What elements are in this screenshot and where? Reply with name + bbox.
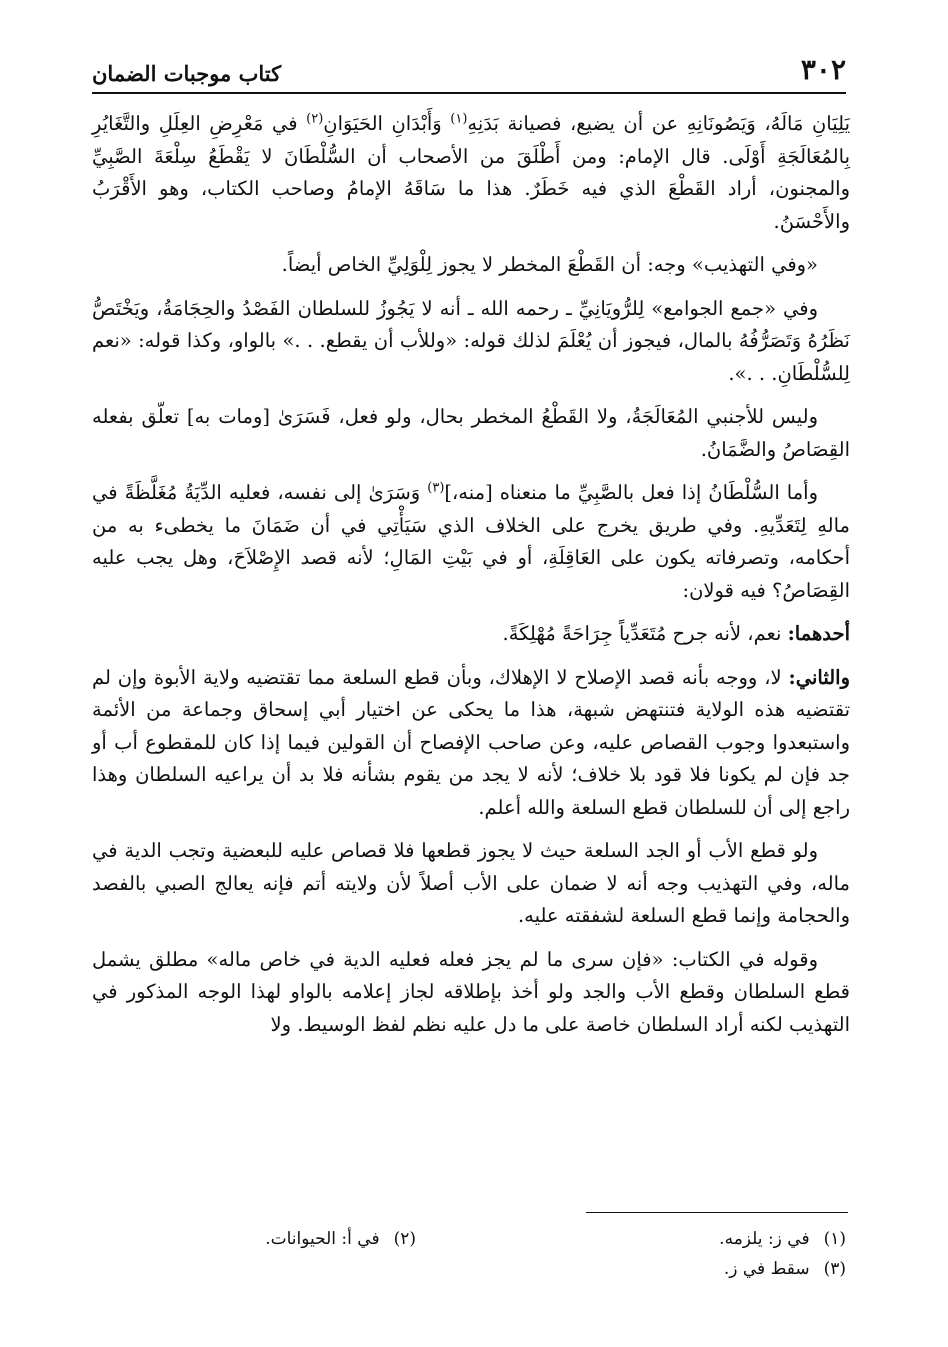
first-opinion-label: أحدهما: — [787, 622, 850, 645]
footnote-row — [92, 1224, 846, 1254]
paragraph-5 — [92, 477, 850, 607]
footnote-marker-3: (٣) — [427, 480, 445, 496]
footnote-divider — [586, 1212, 848, 1213]
paragraph-1-part-c: في مَعْرِضِ العِلَلِ والتَّغَايُرِ بِالمُعَالَجَةِ أَوْلَى. قال الإمام: ومن أَطْلَقَ من الأصحاب أن السُّلْطَانَ لا يَقْطَعُ سِلْعَةَ الصَّبِيِّ والمجنون، أراد القَطْعَ الذي فيه خَطَرٌ. هذا ما سَاقَهُ الإمامُ وصاحب الكتاب، وهو الأَقْرَبُ والأَحْسَنُ. — [92, 112, 850, 233]
paragraph-5-part-a: وأما السُّلْطَانُ إذا فعل بالصَّبِيِّ ما منعناه [منه،] — [444, 481, 818, 504]
paragraph-8: ولو قطع الأب أو الجد السلعة حيث لا يجوز قطعها فلا قصاص عليه للبعضية وتجب الدية في ماله، وفي التهذيب وجه أنه لا ضمان على الأب أصلاً لأن ولايته أتم فإنه يعالج الصبي بالفصد والحجامة وإنما قطع السلعة لشفقته عليه. — [92, 839, 850, 927]
paragraph-7 — [92, 662, 850, 825]
first-opinion-text: نعم، لأنه جرح مُتَعَدِّياً جِرَاحَةً مُهْلِكَةً. — [502, 622, 788, 645]
paragraph-1 — [92, 108, 850, 238]
paragraph-1-part-a: يَلِيَانِ مَالَهُ، وَيَصُونَانِهِ عن أن يضيع، فصيانة بَدَنِهِ — [467, 112, 851, 135]
footnote-1 — [546, 1224, 846, 1254]
paragraph-9: وقوله في الكتاب: «فإن سرى ما لم يجز فعله فعليه الدية في خاص ماله» مطلق يشمل قطع السلطان وقطع الأب والجد ولو أخذ بإطلاقه لجاز إعلامه بالواو لهذا الوجه المذكور في التهذيب لكنه أراد السلطان خاصة على ما دل عليه نظم لفظ الوسيط. ولا — [92, 947, 850, 1036]
footnote-1-text: في ز: يلزمه. — [719, 1229, 810, 1249]
paragraph-6 — [92, 618, 850, 651]
main-text — [92, 108, 850, 1052]
footnote-3-number: (٣) — [823, 1259, 846, 1279]
footnote-2-text: في أ: الحيوانات. — [265, 1229, 380, 1249]
footnote-marker-1: (١) — [450, 111, 468, 127]
footnote-row — [92, 1254, 846, 1284]
footnote-2 — [116, 1224, 416, 1254]
paragraph-3: وفي «جمع الجوامع» لِلرُّويَانِيِّ ـ رحمه الله ـ أنه لا يَجُوزُ للسلطان الفَصْدُ والحِجَامَةُ، ويَخْتَصُّ نَظَرُهُ وَتَصَرُّفُهُ بالمال، فيجوز أن يُعْلَمَ لذلك قوله: «وللأب أن يقطع. . .» بالواو، وكذا قوله: «نعم لِلسُّلْطَانِ. . .». — [92, 296, 850, 385]
paragraph-1-part-b: وَأَبْدَانِ الحَيَوَانِ — [323, 112, 451, 135]
footnote-2-number: (٢) — [393, 1229, 416, 1249]
paragraph-4: وليس للأجنبي المُعَالَجَةُ، ولا القَطْعُ المخطر بحال، ولو فعل، فَسَرَىٰ [ومات به] تعلّق بفعله القِصَاصُ والضَّمَانُ. — [92, 405, 850, 461]
footnote-3 — [546, 1254, 846, 1284]
page-header — [92, 52, 846, 94]
page-number: ٣٠٢ — [800, 53, 846, 86]
paragraph-5-part-b: وَسَرَىٰ إلى نفسه، فعليه الدِّيَةُ مُغَلَّظَةً في مالهِ لِتَعَدِّيهِ. وفي طريق يخرج على الخلاف الذي سَيَأْتِي في أن ضَمَانَ ما يخطىء به من أحكامه، وتصرفاته يكون على العَاقِلَةِ، أو في بَيْتِ المَالِ؛ لأنه قصد الإِصْلاَحَ، وهل يجب عليه القِصَاصُ؟ فيه قولان: — [92, 481, 850, 602]
paragraph-2: «وفي التهذيب» وجه: أن القَطْعَ المخطر لا يجوز لِلْوَلِيِّ الخاص أيضاً. — [281, 253, 818, 276]
second-opinion-text: لا، ووجه بأنه قصد الإصلاح لا الإهلاك، وبأن قطع السلعة مما تقتضيه ولاية الأبوة وإن لم تقتضيه هذه الولاية فتنتهض شبهة، هذا ما يحكى عن اختيار أبي إسحاق وجماعة من الأئمة واستبعدوا وجوب القصاص عليه، وعن صاحب الإفصاح أن القولين فيما إذا كان للمقطوع أب أو جد فإن لم يكونا فلا قود بلا خلاف؛ لأنه لا يجد من يقوم بشأنه فلا بد أن يراعيه السلطان وهذا راجع إلى أن للسلطان قطع السلعة والله أعلم. — [92, 665, 850, 819]
footnote-marker-2: (٢) — [306, 111, 324, 127]
second-opinion-label: والثاني: — [788, 665, 850, 689]
footnote-1-number: (١) — [823, 1229, 846, 1249]
footnote-3-text: سقط في ز. — [723, 1259, 810, 1279]
footnotes — [92, 1224, 846, 1284]
running-title: كتاب موجبات الضمان — [92, 61, 282, 86]
